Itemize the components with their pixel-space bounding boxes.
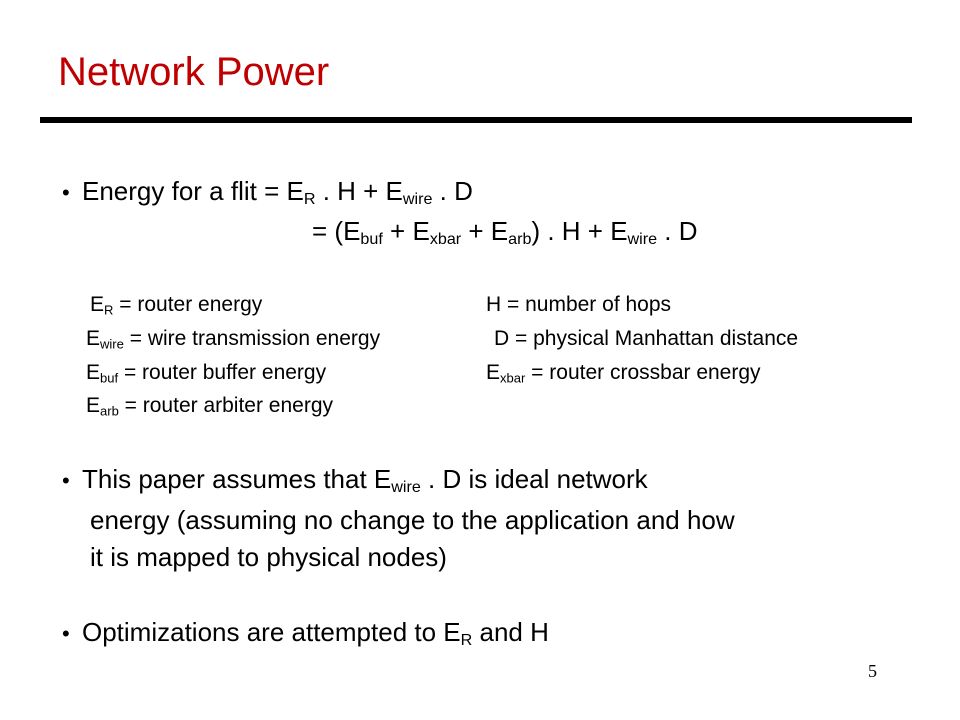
title-divider (40, 117, 912, 123)
bullet-ideal-energy-line-3: it is mapped to physical nodes) (90, 542, 447, 572)
equation-line-1: • Energy for a flit = $E_R$ . $H + E_{wire}$ . D (62, 176, 473, 209)
def-hops: H = number of hops (486, 293, 672, 316)
bullet-ideal-energy-line-2: energy (assuming no change to the application and how (90, 505, 735, 535)
def-wire-energy: $E_{wire}$ = wire transmission energy (86, 327, 381, 352)
def-buffer-energy: $E_{buf}$ = router buffer energy (86, 361, 327, 386)
def-distance: D = physical Manhattan distance (494, 327, 799, 350)
equation-line-2: = $(E_{buf} + E_{xbar} + E_{arb})$ . $H + E_{wire}$ . D (312, 216, 698, 249)
slide-title: Network Power (58, 50, 330, 94)
def-crossbar-energy: $E_{xbar}$ = router crossbar energy (486, 361, 761, 386)
bullet-marker: • (62, 621, 70, 646)
bullet-marker: • (62, 180, 70, 205)
def-router-energy: $E_R$ = router energy (90, 293, 263, 318)
page-number: 5 (868, 661, 877, 681)
bullet-ideal-energy-line-1: • This paper assumes that $E_{wire}$ . D is ideal network (62, 464, 648, 497)
def-arbiter-energy: $E_{arb}$ = router arbiter energy (86, 394, 334, 419)
bullet-optimizations: • Optimizations are attempted to $E_R$ and H (62, 617, 549, 650)
bullet-marker: • (62, 468, 70, 493)
